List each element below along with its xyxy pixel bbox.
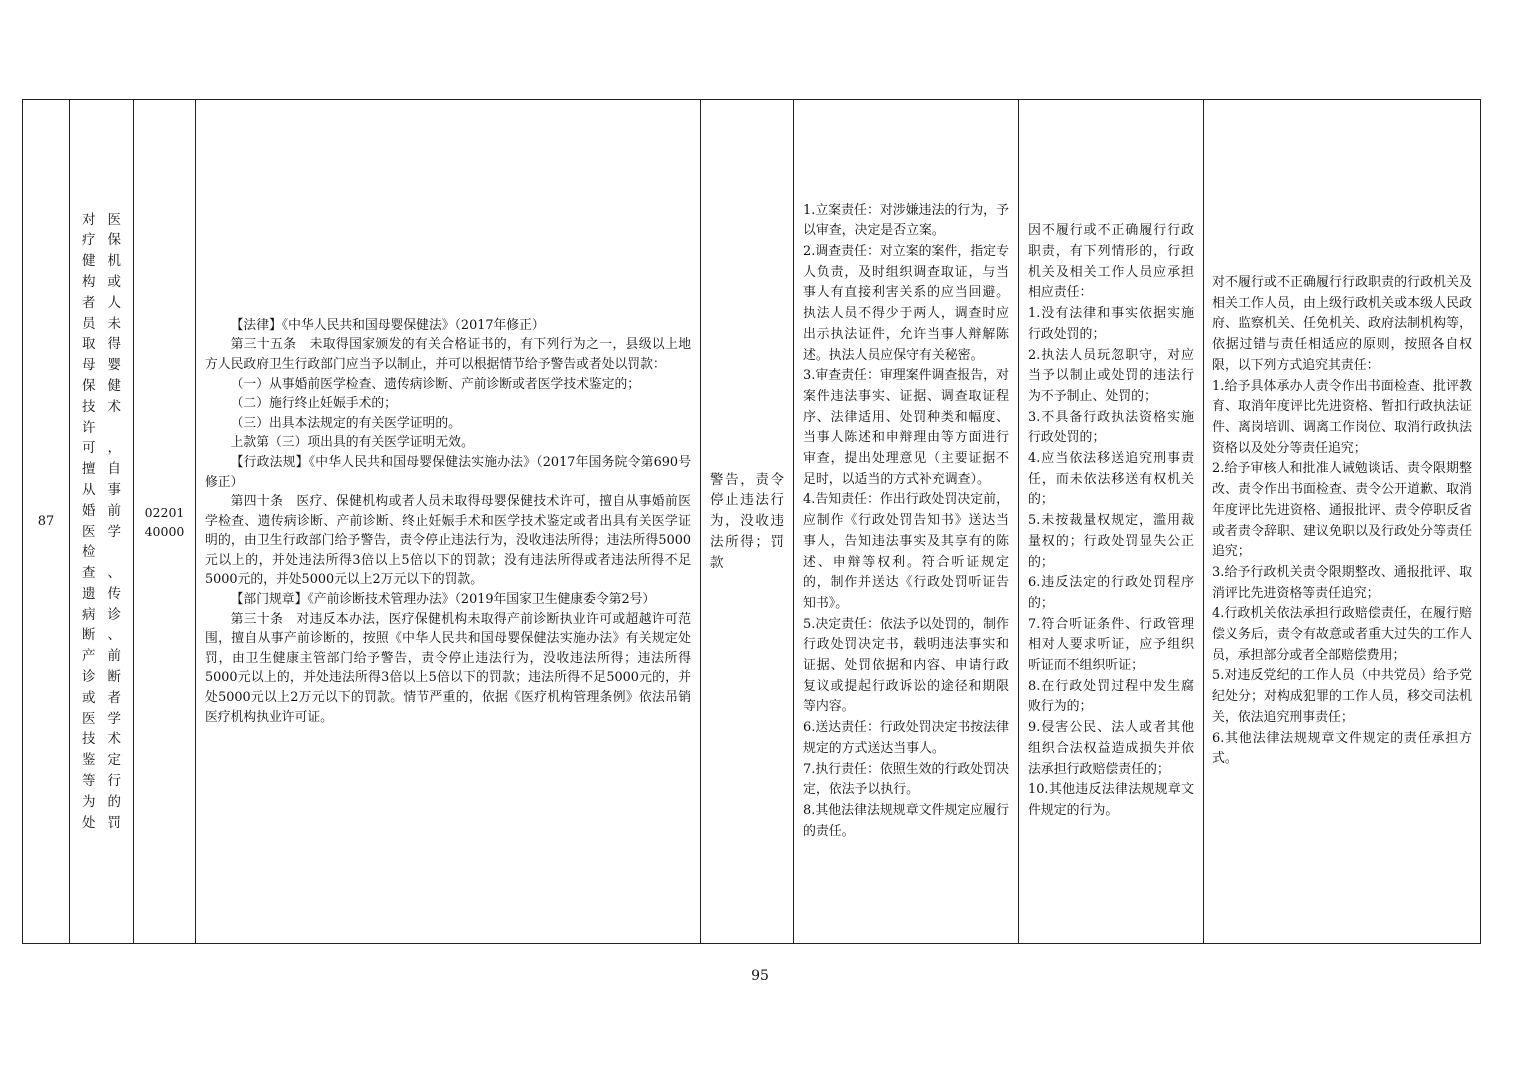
legal-basis-cell — [196, 100, 701, 944]
duty-item: 8.其他法律法规规章文件规定应履行的责任。 — [803, 802, 1009, 839]
duty-item: 4.告知责任：作出行政处罚决定前，应制作《行政处罚告知书》送达当事人，告知违法事实及其享有的陈述、申辩等权利。符合听证规定的，制作并送达《行政处罚听证告知书》。 — [803, 492, 1009, 611]
duty-item: 5.决定责任：依法予以处罚的，制作行政处罚决定书，载明违法事实和证据、处罚依据和内容、申请行政复议或提起行政诉讼的途径和期限等内容。 — [803, 616, 1009, 715]
duty-item: 6.送达责任：行政处罚决定书按法律规定的方式送达当事人。 — [803, 720, 1009, 756]
accountability-item: 对不履行或不正确履行行政职责的行政机关及相关工作人员，由上级行政机关或本级人民政府、监察机关、任免机关、政府法制机构等，依据过错与责任相适应的原则，按照各自权限，以下列方式追究其责任： — [1212, 275, 1472, 373]
row-number-cell — [23, 100, 70, 944]
basis-line: （一）从事婚前医学检查、遗传病诊断、产前诊断或者医学技术鉴定的； — [230, 376, 641, 392]
duty-item: 3.审查责任：审理案件调查报告，对案件违法事实、证据、调查取证程序、法律适用、处罚种类和幅度、当事人陈述和申辩理由等方面进行审查，提出处理意见（主要证据不足时，以适当的方式补充调查）。 — [803, 368, 1009, 487]
condition-item: 因不履行或不正确履行行政职责，有下列情形的，行政机关及相关工作人员应承担相应责任： — [1028, 223, 1194, 301]
basis-line: （三）出具本法规定的有关医学证明的。 — [230, 415, 461, 431]
item-code-cell — [134, 100, 196, 944]
basis-line: 第三十五条 未取得国家颁发的有关合格证书的，有下列行为之一，县级以上地方人民政府卫生行政部门应当予以制止，并可以根据情节给予警告或者处以罚款： — [205, 337, 691, 372]
duty-item: 2.调查责任：对立案的案件，指定专人负责，及时组织调查取证，与当事人有直接利害关系的应当回避。执法人员不得少于两人，调查时应出示执法证件，允许当事人辩解陈述。执法人员应保守有关秘密。 — [803, 244, 1009, 363]
condition-item: 10.其他违反法律法规规章文件规定的行为。 — [1028, 782, 1194, 818]
page-number: 95 — [751, 968, 769, 984]
basis-line: 第四十条 医疗、保健机构或者人员未取得母婴保健技术许可，擅自从事婚前医学检查、遗传病诊断、产前诊断、终止妊娠手术和医学技术鉴定或者出具有关医学证明的，由卫生行政部门给予警告，责令停止违法行为，没收违法所得；违法所得5000元以上的，并处违法所得3倍以上5倍以下的罚款；没有违法所得或者违法所得不足5000元的，并处5000元以上2万元以下的罚款。 — [205, 494, 691, 588]
basis-line: 【部门规章】《产前诊断技术管理办法》（2019年国家卫生健康委令第2号） — [230, 592, 656, 608]
item-name: 对医疗保健机构或者人员未取得母婴保健技术许可，擅自从事婚前医学检查、遗传病诊断、产前诊断或者医学技术鉴定等行为的处罚 — [82, 211, 121, 831]
item-code-part1: 02201 — [144, 504, 185, 520]
accountability-item: 5.对违反党纪的工作人员（中共党员）给予党纪处分；对构成犯罪的工作人员，移交司法机关，依法追究刑事责任； — [1212, 668, 1472, 725]
condition-list — [1019, 221, 1203, 821]
duty-cell — [794, 100, 1019, 944]
accountability-item: 3.给予行政机关责令限期整改、通报批评、取消评比先进资格等责任追究； — [1212, 564, 1472, 601]
power-list-table — [22, 99, 1481, 944]
condition-item: 4.应当依法移送追究刑事责任，而未依法移送有权机关的； — [1028, 451, 1194, 508]
condition-item: 7.符合听证条件、行政管理相对人要求听证，应予组织听证而不组织听证； — [1028, 616, 1194, 674]
duty-list — [794, 201, 1018, 843]
row-number: 87 — [37, 514, 55, 529]
basis-line: （二）施行终止妊娠手术的； — [230, 396, 397, 412]
item-code-part2: 40000 — [144, 523, 185, 539]
legal-basis — [196, 316, 700, 727]
condition-item: 8.在行政处罚过程中发生腐败行为的； — [1028, 678, 1194, 715]
penalty-type-cell — [701, 100, 794, 944]
accountability-item: 4.行政机关依法承担行政赔偿责任，在履行赔偿义务后，责令有故意或者重大过失的工作人员，承担部分或者全部赔偿费用； — [1212, 606, 1472, 663]
condition-item: 5.未按裁量权规定，滥用裁量权的；行政处罚显失公正的； — [1028, 513, 1194, 570]
accountability-list — [1204, 273, 1480, 770]
condition-item: 1.没有法律和事实依据实施行政处罚的； — [1028, 306, 1194, 342]
basis-line: 上款第（三）项出具的有关医学证明无效。 — [230, 435, 474, 451]
penalty-type: 警告，责令停止违法行为，没收违法所得；罚款 — [710, 471, 784, 571]
table-row — [23, 100, 1481, 944]
condition-item: 9.侵害公民、法人或者其他组织合法权益造成损失并依法承担行政赔偿责任的； — [1028, 720, 1194, 777]
item-name-cell — [70, 100, 134, 944]
accountability-item: 6.其他法律法规规章文件规定的责任承担方式。 — [1212, 730, 1472, 767]
accountability-method-cell — [1204, 100, 1481, 944]
accountability-item: 1.给予具体承办人责令作出书面检查、批评教育、取消年度评比先进资格、暂扣行政执法证件、离岗培训、调离工作岗位、取消行政执法资格以及处分等责任追究； — [1212, 378, 1472, 456]
duty-item: 1.立案责任：对涉嫌违法的行为，予以审查，决定是否立案。 — [803, 202, 1009, 239]
duty-item: 7.执行责任：依照生效的行政处罚决定，依法予以执行。 — [803, 761, 1009, 798]
accountability-condition-cell — [1019, 100, 1204, 944]
condition-item: 6.违反法定的行政处罚程序的； — [1028, 575, 1194, 611]
accountability-item: 2.给予审核人和批准人诫勉谈话、责令限期整改、责令作出书面检查、责令公开道歉、取消年度评比先进资格、通报批评、责令停职反省或者责令辞职、建议免职以及行政处分等责任追究； — [1212, 461, 1472, 560]
condition-item: 2.执法人员玩忽职守，对应当予以制止或处罚的违法行为不予制止、处罚的； — [1028, 347, 1194, 404]
condition-item: 3.不具备行政执法资格实施行政处罚的； — [1028, 409, 1194, 446]
basis-line: 【法律】《中华人民共和国母婴保健法》（2017年修正） — [230, 317, 545, 333]
basis-line: 第三十条 对违反本办法，医疗保健机构未取得产前诊断执业许可或超越许可范围，擅自从事产前诊断的，按照《中华人民共和国母婴保健法实施办法》有关规定处罚，由卫生健康主管部门给予警告，责令停止违法行为，没收违法所得；违法所得5000元以上的，并处违法所得3倍以上5倍以下的罚款；违法所得不足5000元的，并处5000元以上2万元以下的罚款。情节严重的，依据《医疗机构管理条例》依法吊销医疗机构执业许可证。 — [205, 611, 691, 725]
basis-line: 【行政法规】《中华人民共和国母婴保健法实施办法》（2017年国务院令第690号修正） — [205, 454, 691, 490]
